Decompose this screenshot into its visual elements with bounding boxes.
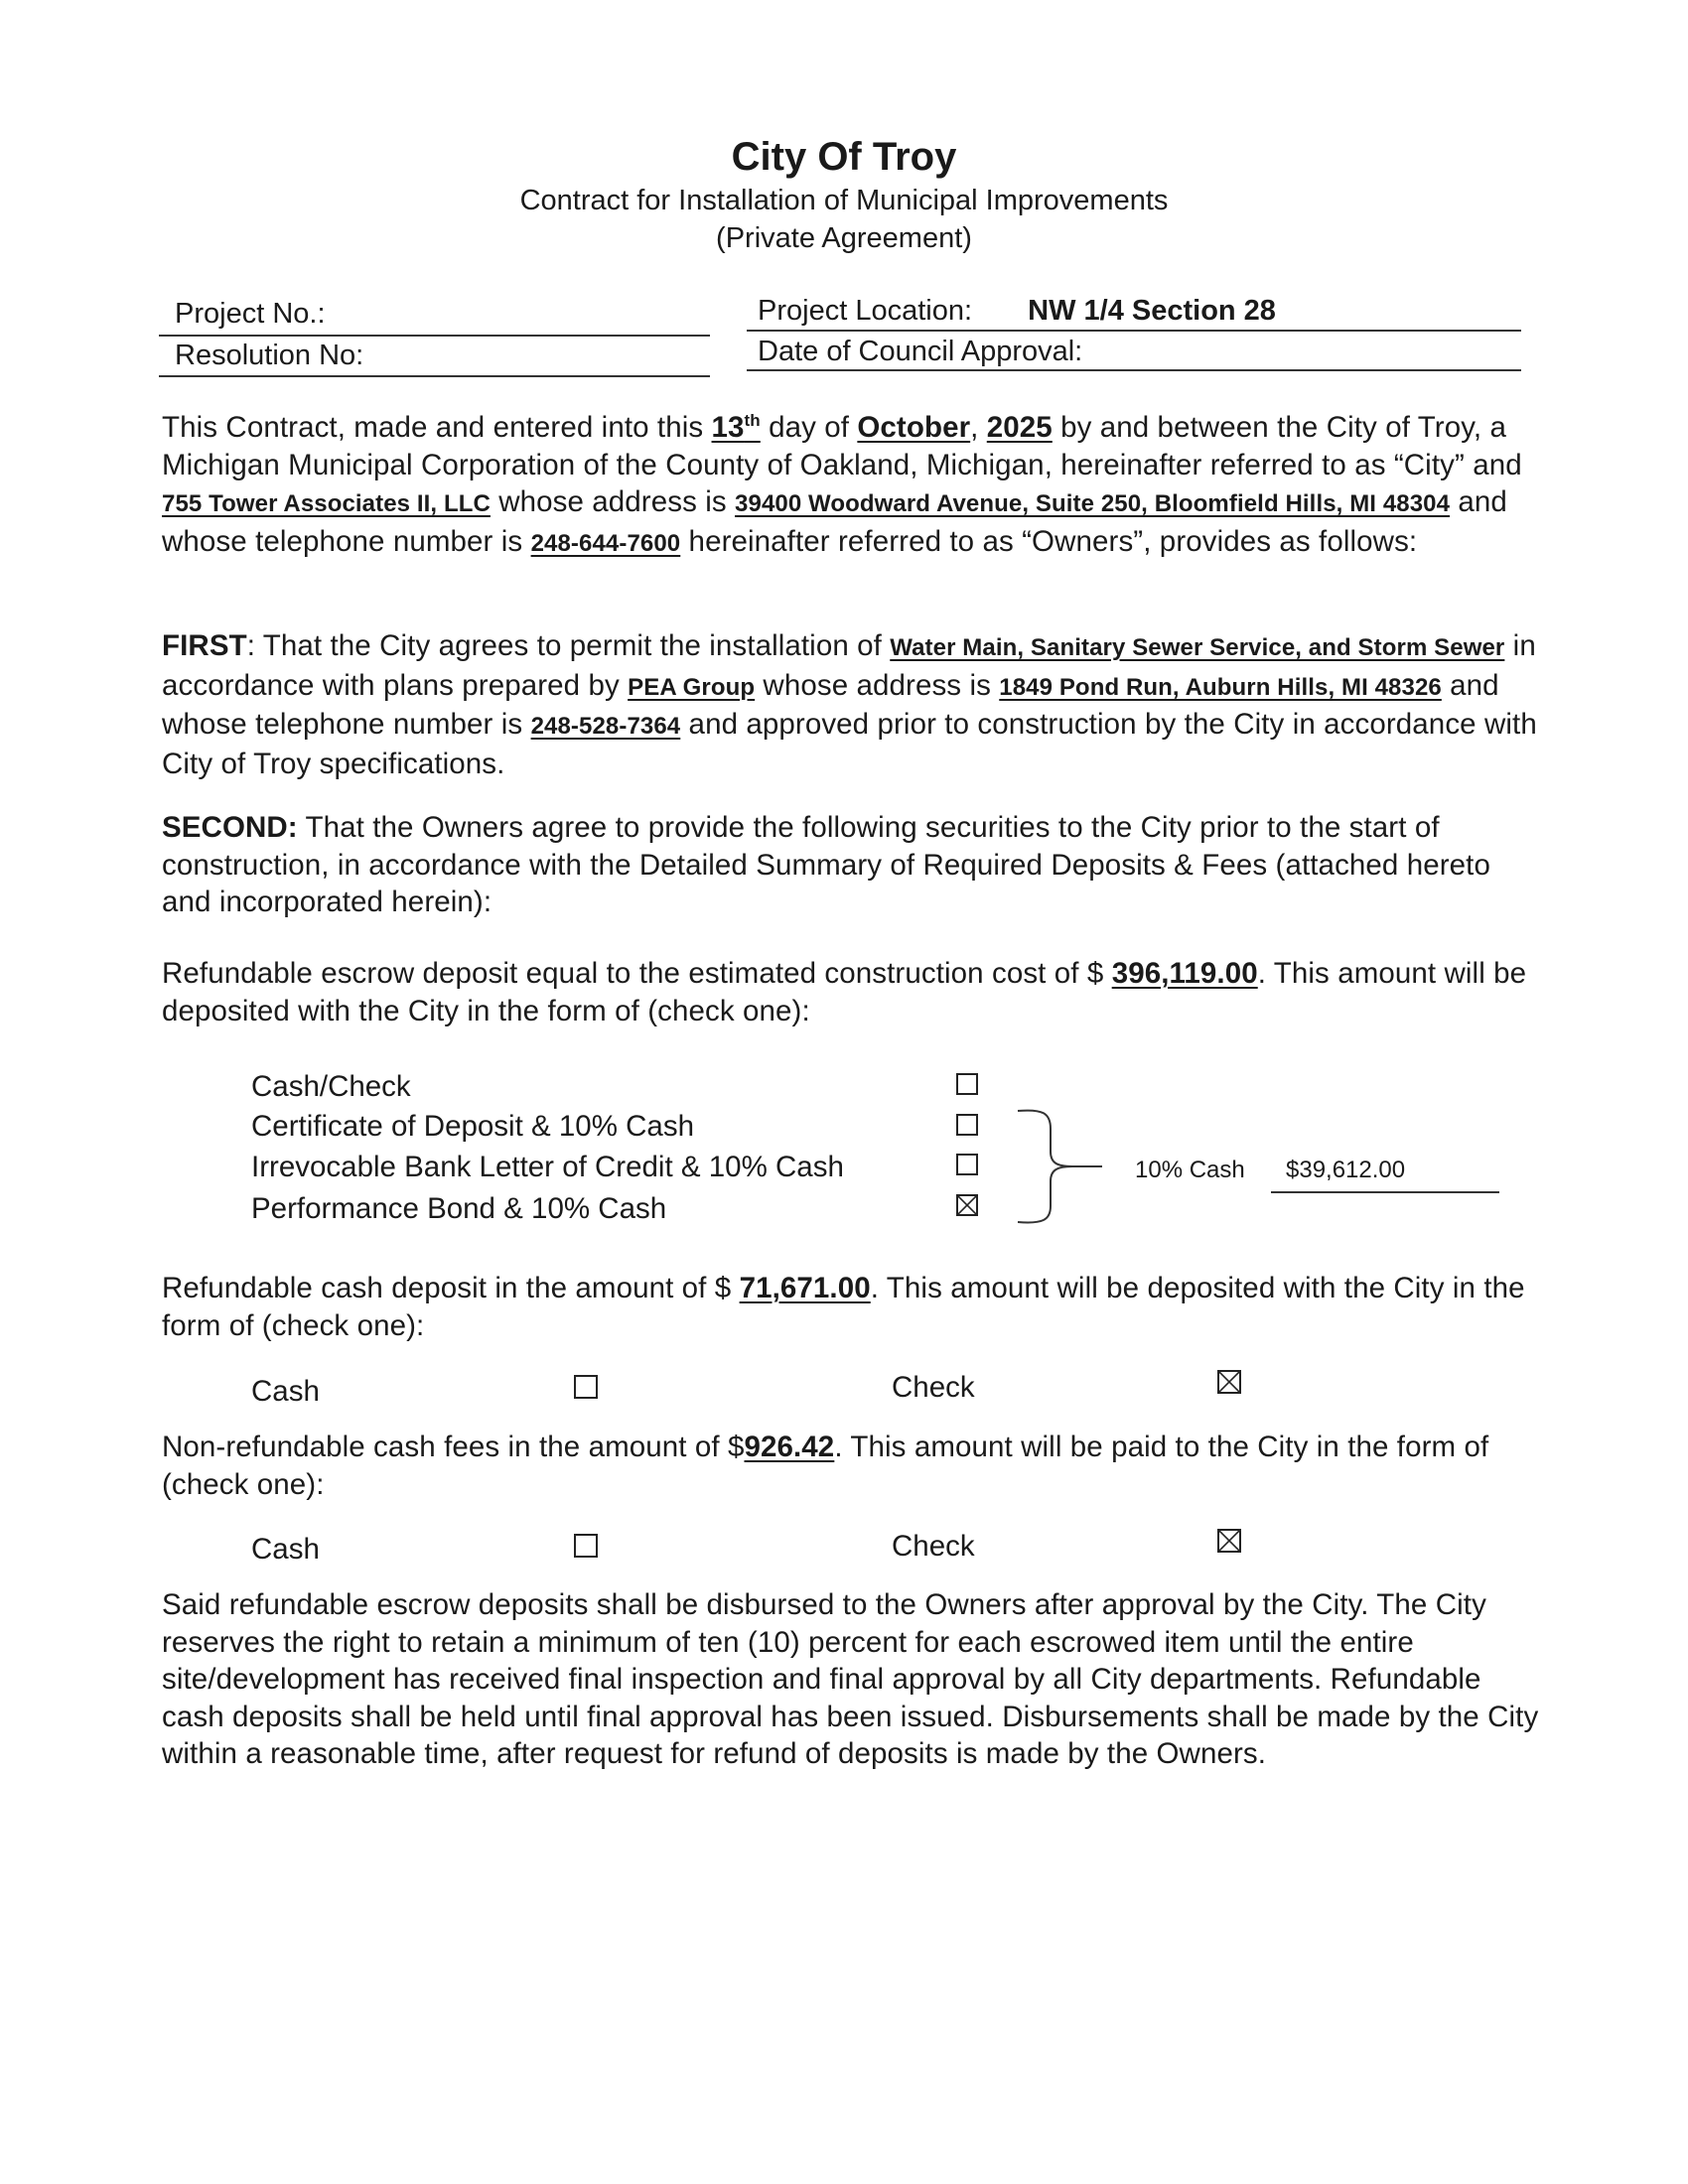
owner-name: 755 Tower Associates II, LLC (162, 490, 491, 517)
contract-month: October (857, 411, 971, 444)
escrow-option-cash-check: Cash/Check (251, 1070, 411, 1103)
intro-text: hereinafter referred to as “Owners”, provides as follows: (680, 524, 1418, 558)
checked-x-icon (958, 1196, 976, 1214)
document-title: City Of Troy (731, 135, 957, 179)
council-approval-field[interactable] (758, 336, 1082, 368)
engineer-phone: 248-528-7364 (530, 713, 681, 740)
cash-deposit-check-checkbox[interactable] (1217, 1370, 1241, 1394)
ten-percent-cash-label: 10% Cash (1135, 1157, 1245, 1183)
first-text: and approved prior to construction by the City in accordance with City of Troy specifications. (162, 708, 1537, 780)
second-label: SECOND: (162, 811, 298, 844)
fees-option-check: Check (892, 1530, 975, 1563)
project-no-label: Project No.: (175, 298, 326, 330)
brace-icon (1013, 1107, 1102, 1226)
contract-day (712, 411, 761, 444)
intro-paragraph (162, 409, 1542, 562)
escrow-option-performance-bond: Performance Bond & 10% Cash (251, 1192, 667, 1225)
project-no-line (159, 335, 710, 337)
cash-deposit-option-cash: Cash (251, 1375, 320, 1408)
cash-deposit-text: . This amount will be deposited with the City in the form of (check one): (162, 1272, 1525, 1342)
council-approval-label: Date of Council Approval: (758, 336, 1083, 367)
intro-text: , (970, 411, 987, 444)
contract-year: 2025 (986, 411, 1053, 444)
cash-deposit-paragraph (162, 1270, 1542, 1344)
intro-text: whose address is (490, 485, 736, 518)
project-location-label: Project Location: (758, 295, 973, 327)
intro-text: This Contract, made and entered into this (162, 411, 712, 444)
document-subtitle: Contract for Installation of Municipal Improvements (519, 185, 1169, 216)
day-number: 13 (711, 411, 745, 444)
cash-deposit-text: Refundable cash deposit in the amount of $ (162, 1272, 740, 1304)
engineer-name: PEA Group (628, 673, 756, 701)
project-location-line (747, 330, 1521, 332)
cash-deposit-cash-checkbox[interactable] (574, 1375, 598, 1399)
first-text: and whose telephone number is (162, 668, 1499, 741)
day-suffix: th (744, 411, 761, 430)
cash-deposit-option-check: Check (892, 1371, 975, 1404)
escrow-amount: 396,119.00 (1111, 957, 1258, 990)
fees-text: . This amount will be paid to the City in the form of (check one): (162, 1431, 1489, 1501)
escrow-option-letter-of-credit: Irrevocable Bank Letter of Credit & 10% Cash (251, 1151, 844, 1183)
fees-amount: 926.42 (744, 1431, 835, 1463)
escrow-text: . This amount will be deposited with the City in the form of (check one): (162, 957, 1527, 1027)
fees-paragraph (162, 1429, 1542, 1503)
escrow-paragraph (162, 955, 1542, 1029)
owner-address: 39400 Woodward Avenue, Suite 250, Bloomfield Hills, MI 48304 (735, 490, 1451, 517)
escrow-letter-of-credit-checkbox[interactable] (956, 1154, 978, 1175)
ten-percent-cash-line (1271, 1191, 1499, 1193)
checked-x-icon (1219, 1372, 1239, 1392)
intro-text: and whose telephone number is (162, 485, 1507, 558)
owner-phone: 248-644-7600 (530, 529, 681, 557)
resolution-no-label: Resolution No: (175, 340, 364, 371)
first-label: FIRST (162, 629, 247, 662)
first-text: in accordance with plans prepared by (162, 629, 1536, 702)
fees-option-cash: Cash (251, 1533, 320, 1566)
improvements: Water Main, Sanitary Sewer Service, and Storm Sewer (890, 634, 1505, 661)
intro-text: by and between the City of Troy, a Michigan Municipal Corporation of the County of Oakland, Michigan, hereinafter referred to as “City” and (162, 411, 1522, 481)
closing-paragraph: Said refundable escrow deposits shall be disbursed to the Owners after approval by the City. The City reserves the right to retain a minimum of ten (10) percent for each escrowed item until the entire site/development has received final inspection and final approval by all City departments. Refundable cash deposits shall be held until final approval has been issued. Disbursements shall be made by the City within a reasonable time, after request for refund of deposits is made by the Owners. (162, 1588, 1539, 1770)
fees-check-checkbox[interactable] (1217, 1529, 1241, 1553)
council-approval-line (747, 369, 1521, 371)
escrow-option-certificate: Certificate of Deposit & 10% Cash (251, 1110, 694, 1143)
ten-percent-cash-value: $39,612.00 (1286, 1157, 1406, 1183)
resolution-no-line (159, 375, 710, 377)
escrow-cash-check-checkbox[interactable] (956, 1073, 978, 1095)
document-subtitle-2: (Private Agreement) (716, 222, 972, 254)
second-text: That the Owners agree to provide the following securities to the City prior to the start of construction, in accordance with the Detailed Summary of Required Deposits & Fees (attached hereto and incorporated herein): (162, 811, 1490, 918)
fees-cash-checkbox[interactable] (574, 1534, 598, 1558)
first-paragraph (162, 627, 1542, 782)
project-no-field[interactable] (175, 298, 326, 331)
resolution-no-field[interactable] (175, 340, 363, 372)
checked-x-icon (1219, 1531, 1239, 1551)
project-location-field[interactable] (758, 295, 1276, 328)
escrow-performance-bond-checkbox[interactable] (956, 1194, 978, 1216)
escrow-certificate-checkbox[interactable] (956, 1114, 978, 1136)
engineer-address: 1849 Pond Run, Auburn Hills, MI 48326 (999, 673, 1442, 701)
first-text: : That the City agrees to permit the installation of (246, 629, 891, 662)
project-location-value: NW 1/4 Section 28 (1028, 295, 1276, 327)
cash-deposit-amount: 71,671.00 (739, 1272, 871, 1304)
first-text: whose address is (755, 668, 1000, 702)
escrow-text: Refundable escrow deposit equal to the estimated construction cost of $ (162, 957, 1112, 990)
second-paragraph (162, 809, 1542, 921)
fees-text: Non-refundable cash fees in the amount of $ (162, 1431, 745, 1463)
intro-text: day of (760, 411, 858, 444)
